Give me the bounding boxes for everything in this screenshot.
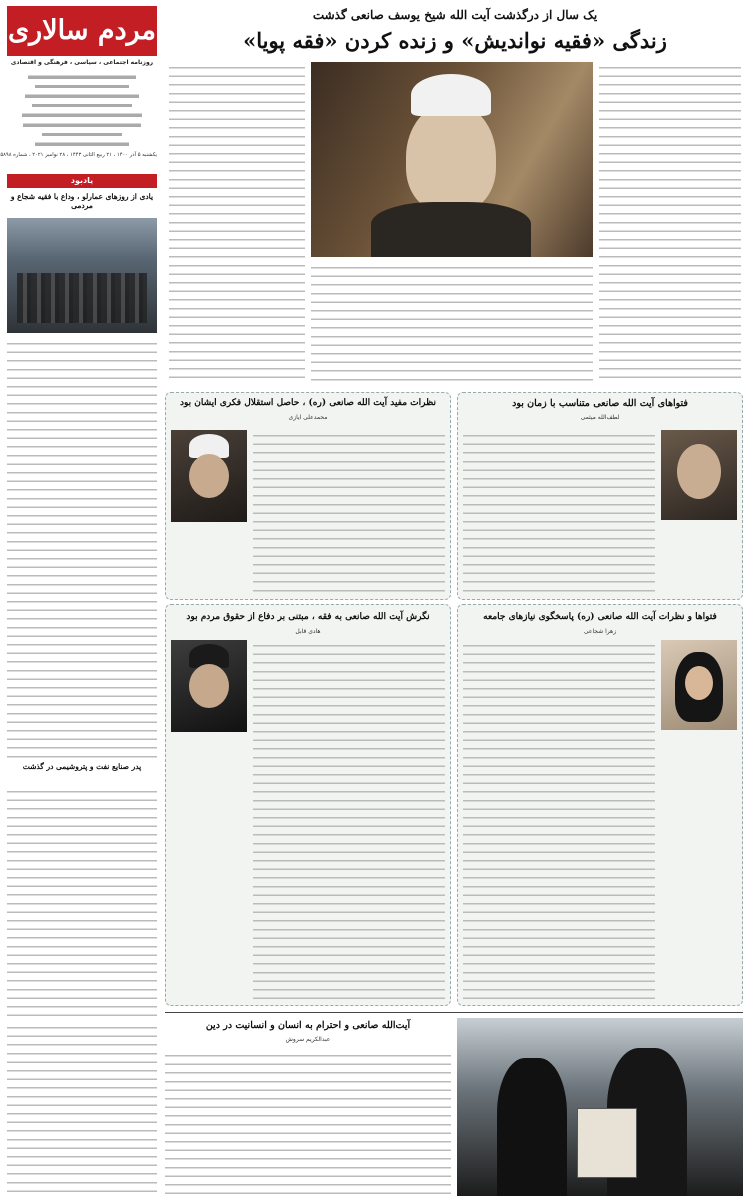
article-1-body [463, 430, 655, 594]
bottom-article-title: آیت‌الله صانعی و احترام به انسان و انسانیت در دین [205, 1020, 411, 1031]
masthead-date-line: یکشنبه ۵ آذر ۱۴۰۰ ، ۲۱ ربیع الثانی ۱۴۴۳ ، ۲۸ نوامبر ۲۰۲۱ ، شماره ۵۸۹۸ [0, 152, 157, 158]
article-2-title: نظرات مفید آیت الله صانعی (ره) ، حاصل استقلال فکری ایشان بود [179, 398, 437, 408]
main-portrait-photo [311, 62, 593, 257]
main-kicker: یک سال از درگذشت آیت الله شیخ یوسف صانعی گذشت [312, 8, 598, 22]
article-3-title: فتواها و نظرات آیت الله صانعی (ره) پاسخگوی نیازهای جامعه [483, 612, 717, 622]
article-1-title: فتواهای آیت الله صانعی متناسب با زمان بود [512, 398, 688, 409]
sidebar-headline: یادی از روزهای عمارلو ، وداع با فقیه شجاع و مردمی [10, 192, 154, 210]
article-4-author: هادی قابل [295, 628, 321, 635]
masthead-info-block [15, 70, 149, 148]
main-body-center [311, 262, 593, 384]
article-1-author-photo [661, 430, 737, 520]
article-2-body [253, 430, 445, 594]
bottom-divider [165, 1012, 743, 1013]
sidebar-sub-headline: پدر صنایع نفت و پتروشیمی در گذشت [22, 762, 142, 771]
article-3-body [463, 640, 655, 1000]
article-4-body [253, 640, 445, 1000]
bottom-article-body [165, 1050, 451, 1196]
bottom-mourners-photo [457, 1018, 743, 1196]
masthead-tagline: روزنامه اجتماعی ، سیاسی ، فرهنگی و اقتصادی [10, 59, 154, 66]
article-2-author-photo [171, 430, 247, 522]
bottom-article-author: عبدالکریم سروش [285, 1036, 331, 1043]
main-body-right [599, 62, 741, 384]
main-body-left [169, 62, 305, 384]
main-title: زندگی «فقیه نواندیش» و زنده کردن «فقه پویا» [243, 28, 667, 53]
sidebar-body-text [7, 338, 157, 758]
sidebar-funeral-photo [7, 218, 157, 333]
sidebar-section-label: یادبود [7, 174, 157, 188]
article-3-author: زهرا شجاعی [583, 628, 617, 635]
masthead [0, 6, 157, 166]
sidebar-body-text-2 [7, 786, 157, 1016]
article-3-author-photo [661, 640, 737, 730]
article-4-title: نگرش آیت الله صانعی به فقه ، مبتنی بر دفاع از حقوق مردم بود [186, 612, 430, 622]
article-4-author-photo [171, 640, 247, 732]
bottom-left-body [7, 1022, 157, 1196]
article-2-author: محمدعلی ایازی [288, 414, 328, 421]
article-1-author: لطف‌الله میثمی [580, 414, 620, 421]
masthead-logo: مردم سالاری [7, 6, 157, 56]
